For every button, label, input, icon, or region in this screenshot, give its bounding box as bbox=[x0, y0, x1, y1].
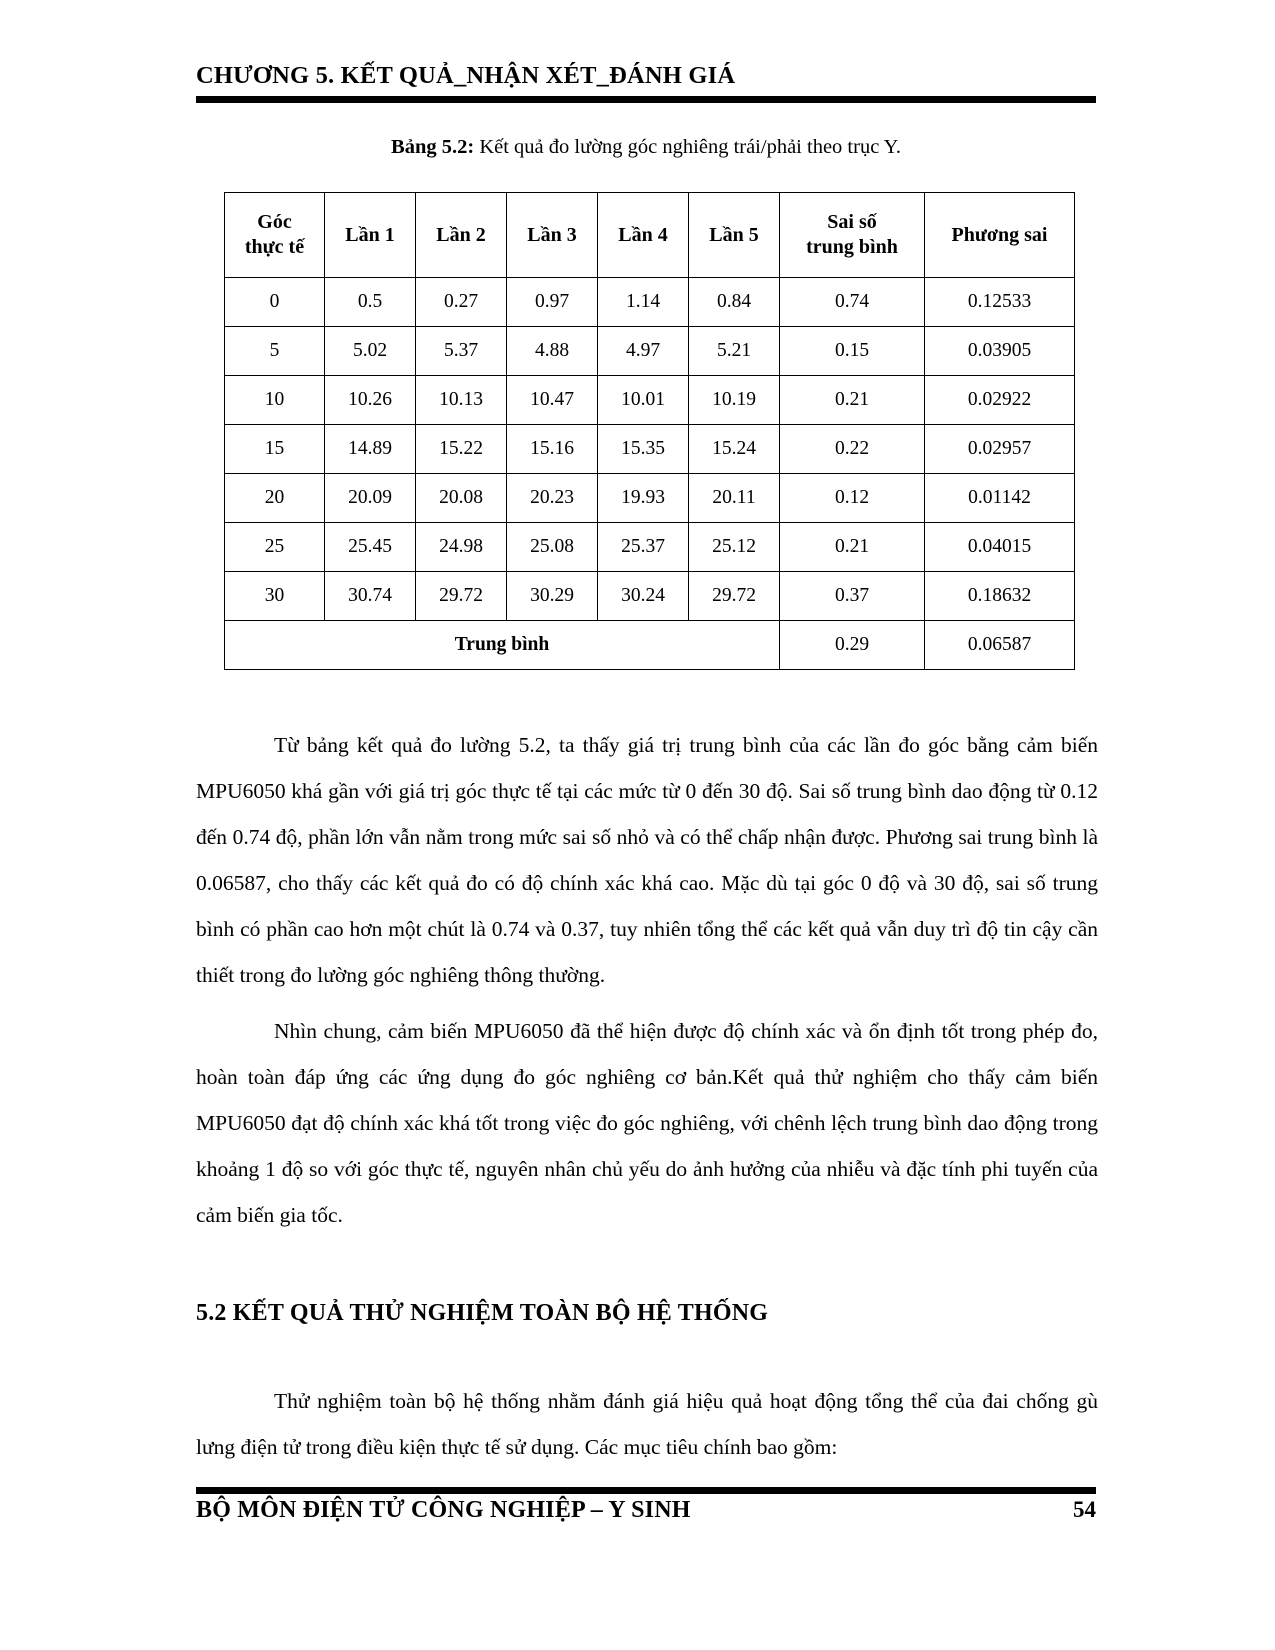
cell-run-2: 29.72 bbox=[416, 572, 507, 621]
cell-angle: 5 bbox=[225, 327, 325, 376]
table-row bbox=[225, 425, 1075, 474]
column-header-mean-error bbox=[780, 193, 925, 278]
cell-angle: 25 bbox=[225, 523, 325, 572]
cell-variance: 0.18632 bbox=[925, 572, 1075, 621]
table-caption-label: Bảng 5.2: bbox=[391, 136, 475, 158]
column-header-angle-line1: Góc bbox=[257, 211, 292, 233]
footer-divider bbox=[196, 1487, 1096, 1494]
cell-run-1: 14.89 bbox=[325, 425, 416, 474]
cell-run-5: 0.84 bbox=[689, 278, 780, 327]
table-caption-text: Kết quả đo lường góc nghiêng trái/phải theo trục Y. bbox=[474, 136, 901, 158]
average-mean-error-cell: 0.29 bbox=[780, 621, 925, 670]
cell-angle: 15 bbox=[225, 425, 325, 474]
average-variance-cell: 0.06587 bbox=[925, 621, 1075, 670]
cell-run-2: 15.22 bbox=[416, 425, 507, 474]
column-header-mean-error-line2: trung bình bbox=[806, 236, 898, 258]
average-label-cell: Trung bình bbox=[225, 621, 780, 670]
cell-run-2: 10.13 bbox=[416, 376, 507, 425]
column-header-run-4: Lần 4 bbox=[598, 193, 689, 278]
cell-run-4: 15.35 bbox=[598, 425, 689, 474]
cell-run-4: 1.14 bbox=[598, 278, 689, 327]
cell-angle: 0 bbox=[225, 278, 325, 327]
table-row bbox=[225, 278, 1075, 327]
cell-run-1: 5.02 bbox=[325, 327, 416, 376]
cell-variance: 0.01142 bbox=[925, 474, 1075, 523]
cell-run-1: 20.09 bbox=[325, 474, 416, 523]
cell-mean-error: 0.37 bbox=[780, 572, 925, 621]
paragraph-analysis-results bbox=[196, 722, 1098, 998]
cell-run-3: 20.23 bbox=[507, 474, 598, 523]
paragraph-overall-assessment bbox=[196, 1008, 1098, 1238]
page-footer bbox=[196, 1497, 1096, 1524]
cell-variance: 0.02957 bbox=[925, 425, 1075, 474]
footer-department-title: BỘ MÔN ĐIỆN TỬ CÔNG NGHIỆP – Y SINH bbox=[196, 1497, 691, 1523]
column-header-run-2: Lần 2 bbox=[416, 193, 507, 278]
section-heading-5-2: 5.2 KẾT QUẢ THỬ NGHIỆM TOÀN BỘ HỆ THỐNG bbox=[196, 1300, 769, 1326]
cell-run-4: 19.93 bbox=[598, 474, 689, 523]
table-caption bbox=[196, 134, 1096, 161]
cell-run-5: 20.11 bbox=[689, 474, 780, 523]
cell-run-5: 10.19 bbox=[689, 376, 780, 425]
cell-run-4: 4.97 bbox=[598, 327, 689, 376]
cell-run-2: 20.08 bbox=[416, 474, 507, 523]
column-header-mean-error-line1: Sai số bbox=[827, 211, 877, 233]
cell-run-3: 15.16 bbox=[507, 425, 598, 474]
cell-run-1: 25.45 bbox=[325, 523, 416, 572]
column-header-run-3: Lần 3 bbox=[507, 193, 598, 278]
running-header bbox=[196, 62, 1096, 103]
running-header-title: CHƯƠNG 5. KẾT QUẢ_NHẬN XÉT_ĐÁNH GIÁ bbox=[196, 62, 736, 89]
column-header-variance: Phương sai bbox=[925, 193, 1075, 278]
results-table-container bbox=[224, 192, 1070, 670]
cell-run-1: 0.5 bbox=[325, 278, 416, 327]
paragraph-3-text: Thử nghiệm toàn bộ hệ thống nhằm đánh giá hiệu quả hoạt động tổng thể của đai chống gù lưng điện tử trong điều kiện thực tế sử dụng. Các mục tiêu chính bao gồm: bbox=[196, 1389, 1098, 1459]
cell-run-1: 10.26 bbox=[325, 376, 416, 425]
table-row bbox=[225, 327, 1075, 376]
cell-run-2: 24.98 bbox=[416, 523, 507, 572]
cell-mean-error: 0.74 bbox=[780, 278, 925, 327]
cell-angle: 10 bbox=[225, 376, 325, 425]
cell-mean-error: 0.21 bbox=[780, 376, 925, 425]
cell-mean-error: 0.22 bbox=[780, 425, 925, 474]
cell-variance: 0.03905 bbox=[925, 327, 1075, 376]
cell-run-3: 30.29 bbox=[507, 572, 598, 621]
cell-run-3: 10.47 bbox=[507, 376, 598, 425]
cell-run-2: 0.27 bbox=[416, 278, 507, 327]
table-header-row-group bbox=[225, 193, 1075, 278]
paragraph-system-test-intro bbox=[196, 1378, 1098, 1470]
column-header-angle bbox=[225, 193, 325, 278]
column-header-run-5: Lần 5 bbox=[689, 193, 780, 278]
cell-run-3: 25.08 bbox=[507, 523, 598, 572]
cell-variance: 0.12533 bbox=[925, 278, 1075, 327]
cell-mean-error: 0.21 bbox=[780, 523, 925, 572]
cell-run-3: 4.88 bbox=[507, 327, 598, 376]
table-header-row bbox=[225, 193, 1075, 278]
table-row bbox=[225, 376, 1075, 425]
table-body bbox=[225, 278, 1075, 621]
cell-angle: 20 bbox=[225, 474, 325, 523]
cell-mean-error: 0.12 bbox=[780, 474, 925, 523]
table-row bbox=[225, 572, 1075, 621]
paragraph-2-text: Nhìn chung, cảm biến MPU6050 đã thể hiện được độ chính xác và ổn định tốt trong phép đo, hoàn toàn đáp ứng các ứng dụng đo góc nghiêng cơ bản.Kết quả thử nghiệm cho thấy cảm biến MPU6050 đạt độ chính xác khá tốt trong việc đo góc nghiêng, với chênh lệch trung bình dao động trong khoảng 1 độ so với góc thực tế, nguyên nhân chủ yếu do ảnh hưởng của nhiễu và đặc tính phi tuyến của cảm biến gia tốc. bbox=[196, 1019, 1098, 1227]
cell-mean-error: 0.15 bbox=[780, 327, 925, 376]
column-header-angle-line2: thực tế bbox=[244, 236, 305, 258]
cell-angle: 30 bbox=[225, 572, 325, 621]
cell-run-3: 0.97 bbox=[507, 278, 598, 327]
cell-run-4: 25.37 bbox=[598, 523, 689, 572]
table-row-average bbox=[225, 621, 1075, 670]
cell-run-1: 30.74 bbox=[325, 572, 416, 621]
cell-variance: 0.02922 bbox=[925, 376, 1075, 425]
paragraph-1-text: Từ bảng kết quả đo lường 5.2, ta thấy giá trị trung bình của các lần đo góc bằng cảm biến MPU6050 khá gần với giá trị góc thực tế tại các mức từ 0 đến 30 độ. Sai số trung bình dao động từ 0.12 đến 0.74 độ, phần lớn vẫn nằm trong mức sai số nhỏ và có thể chấp nhận được. Phương sai trung bình là 0.06587, cho thấy các kết quả đo có độ chính xác khá cao. Mặc dù tại góc 0 độ và 30 độ, sai số trung bình có phần cao hơn một chút là 0.74 và 0.37, tuy nhiên tổng thể các kết quả vẫn duy trì độ tin cậy cần thiết trong đo lường góc nghiêng thông thường. bbox=[196, 733, 1098, 987]
cell-run-4: 10.01 bbox=[598, 376, 689, 425]
results-table bbox=[224, 192, 1075, 670]
cell-run-5: 15.24 bbox=[689, 425, 780, 474]
cell-run-5: 29.72 bbox=[689, 572, 780, 621]
cell-run-5: 25.12 bbox=[689, 523, 780, 572]
cell-run-5: 5.21 bbox=[689, 327, 780, 376]
cell-run-4: 30.24 bbox=[598, 572, 689, 621]
cell-run-2: 5.37 bbox=[416, 327, 507, 376]
header-divider bbox=[196, 96, 1096, 103]
page-number: 54 bbox=[1073, 1497, 1096, 1522]
cell-variance: 0.04015 bbox=[925, 523, 1075, 572]
table-footer-row-group bbox=[225, 621, 1075, 670]
table-row bbox=[225, 474, 1075, 523]
column-header-run-1: Lần 1 bbox=[325, 193, 416, 278]
table-row bbox=[225, 523, 1075, 572]
